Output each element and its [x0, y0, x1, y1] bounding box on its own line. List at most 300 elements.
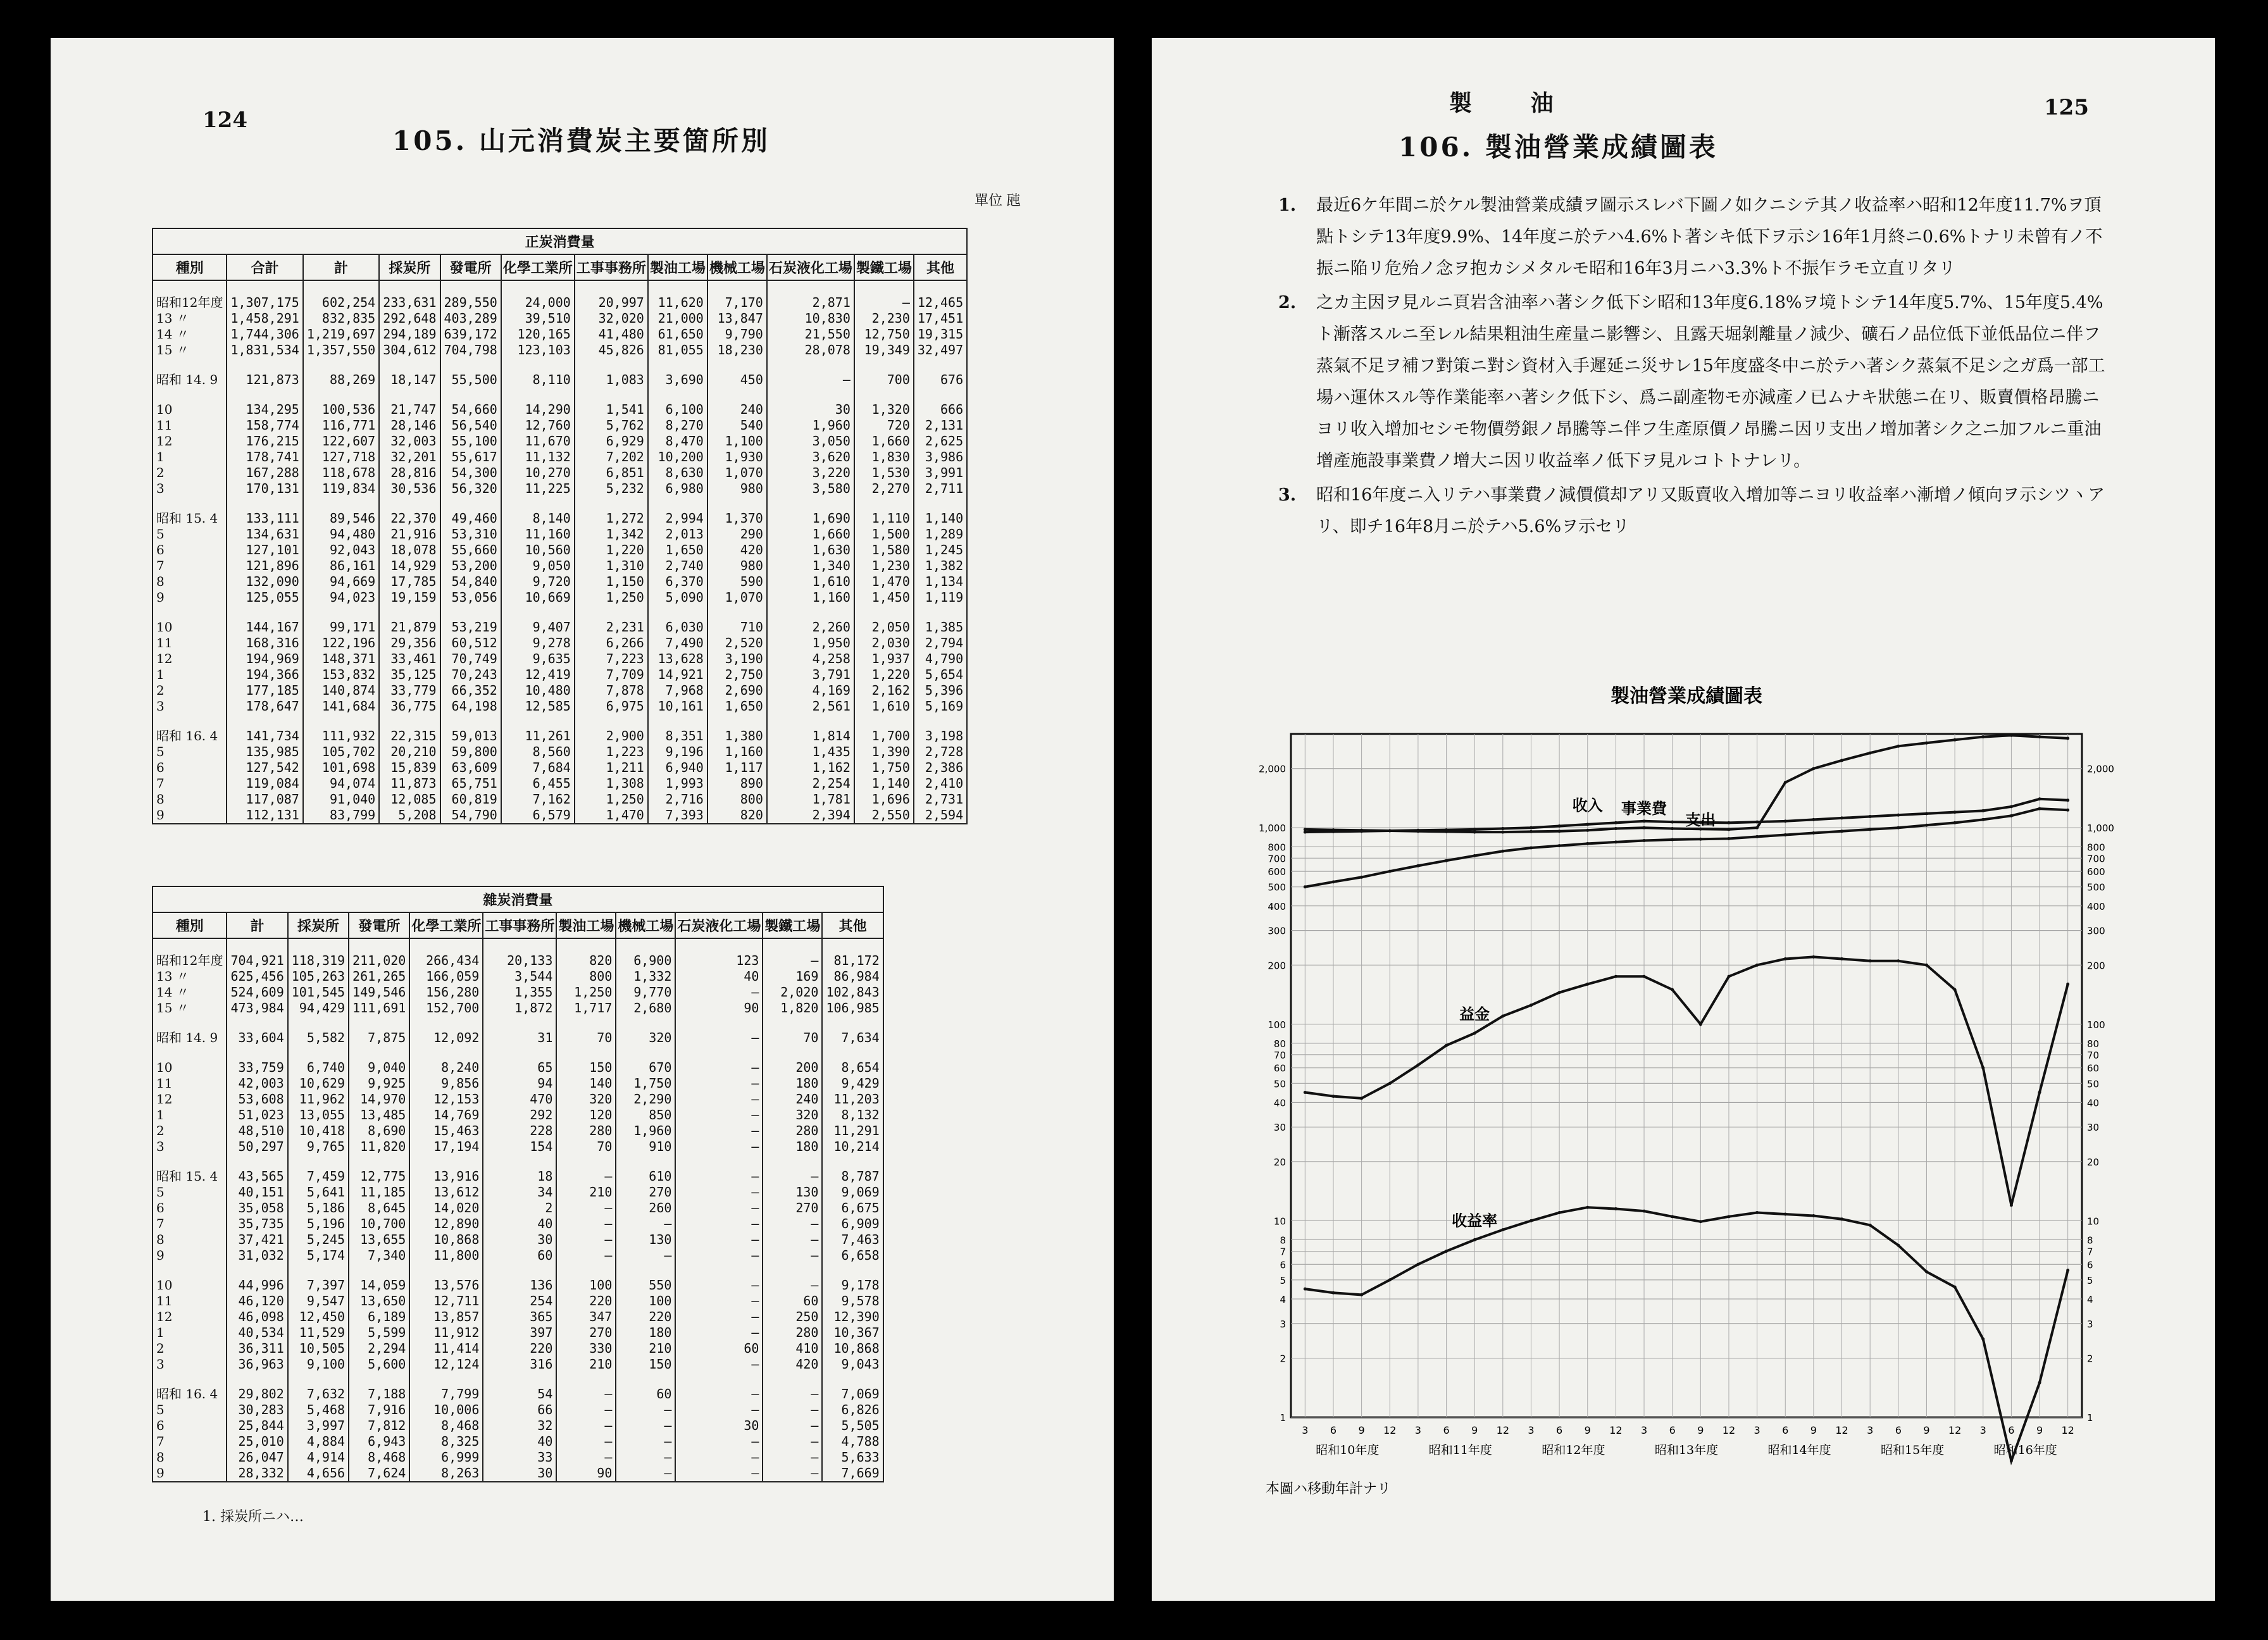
table-cell: 280 — [763, 1123, 822, 1139]
x-tick-label: 9 — [1810, 1424, 1817, 1436]
table-cell: 81,172 — [822, 953, 883, 969]
table-cell: 2,294 — [349, 1341, 409, 1357]
y-tick-label-right: 3 — [2087, 1318, 2093, 1330]
table-cell: — — [675, 1139, 763, 1155]
table-row — [153, 342, 967, 358]
table-cell: 8,645 — [349, 1200, 409, 1216]
table-cell: 63,609 — [440, 760, 501, 776]
table-row — [153, 953, 883, 969]
table-cell: 31,032 — [227, 1248, 287, 1264]
table-cell: 7,459 — [288, 1169, 349, 1184]
table-cell: 7,223 — [575, 651, 648, 667]
table-cell: 54,790 — [440, 807, 501, 824]
table-cell: 7,397 — [288, 1277, 349, 1293]
y-tick-label-right: 7 — [2087, 1246, 2093, 1258]
table-cell: 676 — [914, 372, 967, 388]
table-cell: 800 — [707, 792, 767, 807]
table-cell: 4,656 — [288, 1465, 349, 1482]
table-cell: 10,830 — [767, 311, 854, 326]
table-cell: 294,189 — [379, 326, 440, 342]
data-point — [2010, 805, 2013, 808]
table-cell: 14,929 — [379, 558, 440, 574]
data-point — [1897, 814, 1900, 817]
table-cell: 127,542 — [227, 760, 302, 776]
row-spacer — [153, 388, 967, 402]
table-cell: 8,630 — [648, 465, 707, 481]
table-cell: 10,505 — [288, 1341, 349, 1357]
y-tick-label-right: 1,000 — [2087, 823, 2114, 835]
table-cell: 83,799 — [303, 807, 379, 824]
table-row — [153, 1434, 883, 1450]
table-cell: — — [763, 1248, 822, 1264]
table-cell: 2,994 — [648, 511, 707, 526]
table-cell: 1,781 — [767, 792, 854, 807]
x-tick-label: 6 — [1556, 1424, 1563, 1436]
table-cell: 8,690 — [349, 1123, 409, 1139]
table-cell: 6,943 — [349, 1434, 409, 1450]
table-cell: 6,658 — [822, 1248, 883, 1264]
table-cell: 3,580 — [767, 481, 854, 497]
table-cell: 6,940 — [648, 760, 707, 776]
table-cell: 60,819 — [440, 792, 501, 807]
table-row — [153, 1341, 883, 1357]
data-point — [2066, 1269, 2069, 1272]
table-cell: 704,921 — [227, 953, 287, 969]
table-cell: — — [763, 953, 822, 969]
table-cell: — — [556, 1434, 616, 1450]
table-cell: 140 — [556, 1076, 616, 1091]
y-tick-label-right: 600 — [2087, 866, 2105, 878]
table-cell: 1,211 — [575, 760, 648, 776]
table-cell: 639,172 — [440, 326, 501, 342]
y-tick-label-right: 500 — [2087, 881, 2105, 893]
table-cell: 15,839 — [379, 760, 440, 776]
table-cell: 1,470 — [575, 807, 648, 824]
data-point — [1530, 1003, 1533, 1007]
data-point — [2066, 809, 2069, 812]
table-cell: 254 — [483, 1293, 556, 1309]
table-cell: 1,930 — [707, 449, 767, 465]
table-cell: 5,600 — [349, 1357, 409, 1372]
table-cell: 134,631 — [227, 526, 302, 542]
table-cell: 177,185 — [227, 683, 302, 699]
column-header: 種別 — [153, 912, 227, 938]
table-row — [153, 1091, 883, 1107]
row-label: 11 — [153, 418, 227, 433]
series-label: 事業費 — [1621, 799, 1667, 818]
table-row — [153, 526, 967, 542]
data-point — [1304, 1091, 1307, 1094]
table-cell: 66,352 — [440, 683, 501, 699]
table-cell: 102,843 — [822, 985, 883, 1000]
table-cell: — — [763, 1216, 822, 1232]
table-cell: 60,512 — [440, 635, 501, 651]
table-cell: — — [556, 1450, 616, 1465]
column-header: 其他 — [822, 912, 883, 938]
table-cell: 123,103 — [501, 342, 575, 358]
row-label: 昭和 16. 4 — [153, 1386, 227, 1402]
table-cell: 8,470 — [648, 433, 707, 449]
data-point — [1416, 829, 1419, 832]
table-cell: 6,975 — [575, 699, 648, 714]
y-tick-label: 10 — [1273, 1215, 1286, 1227]
section-header: 製 油 — [1449, 90, 1579, 116]
table-cell: 1,660 — [854, 433, 914, 449]
data-point — [1671, 827, 1674, 830]
table-cell: 1,070 — [707, 465, 767, 481]
x-tick-label: 3 — [1302, 1424, 1309, 1436]
table-cell: 1,250 — [556, 985, 616, 1000]
table-cell: 14,970 — [349, 1091, 409, 1107]
row-label: 昭和12年度 — [153, 295, 227, 311]
table-row — [153, 1277, 883, 1293]
table-cell: 56,320 — [440, 481, 501, 497]
x-tick-label: 9 — [1584, 1424, 1591, 1436]
y-tick-label-right: 2 — [2087, 1353, 2093, 1365]
table-cell: 86,984 — [822, 969, 883, 985]
table-cell: 9,407 — [501, 619, 575, 635]
table-cell: 40 — [483, 1216, 556, 1232]
table-cell: — — [675, 1123, 763, 1139]
table-cell: 18,078 — [379, 542, 440, 558]
x-group-label: 昭和15年度 — [1881, 1443, 1945, 1457]
table-cell: 18,230 — [707, 342, 767, 358]
table-cell: 1,450 — [854, 590, 914, 606]
y-tick-label-right: 80 — [2087, 1038, 2100, 1050]
table-cell: 11,291 — [822, 1123, 883, 1139]
table-cell: 1,390 — [854, 744, 914, 760]
table-cell: 5,582 — [288, 1030, 349, 1046]
y-tick-label: 2 — [1280, 1353, 1286, 1365]
table-cell: 5,196 — [288, 1216, 349, 1232]
y-tick-label: 40 — [1273, 1097, 1286, 1109]
table-cell: 292 — [483, 1107, 556, 1123]
table-cell: 132,090 — [227, 574, 302, 590]
table-cell: 144,167 — [227, 619, 302, 635]
row-spacer — [153, 1372, 883, 1386]
table-cell: 21,916 — [379, 526, 440, 542]
y-tick-label: 2,000 — [1259, 763, 1286, 775]
table-cell: 59,800 — [440, 744, 501, 760]
table-row — [153, 651, 967, 667]
data-point — [1840, 816, 1843, 819]
table-cell: 112,131 — [227, 807, 302, 824]
table-row — [153, 481, 967, 497]
x-group-label: 昭和12年度 — [1542, 1443, 1605, 1457]
table-cell: 150 — [556, 1060, 616, 1076]
table-cell: 5,232 — [575, 481, 648, 497]
table-cell: 2,561 — [767, 699, 854, 714]
data-point — [1360, 829, 1363, 833]
table-cell: 9,547 — [288, 1293, 349, 1309]
table-cell: 1,117 — [707, 760, 767, 776]
table-cell: 11,962 — [288, 1091, 349, 1107]
table-row — [153, 985, 883, 1000]
data-point — [2010, 1203, 2013, 1207]
table-cell: 8,140 — [501, 511, 575, 526]
table-cell: 36,311 — [227, 1341, 287, 1357]
table-cell: 550 — [616, 1277, 675, 1293]
table-cell: 8,325 — [409, 1434, 483, 1450]
table-cell: — — [556, 1402, 616, 1418]
table-cell: 176,215 — [227, 433, 302, 449]
data-point — [1473, 1032, 1476, 1035]
table-cell: 304,612 — [379, 342, 440, 358]
table-cell: 15,463 — [409, 1123, 483, 1139]
table-cell: 3,050 — [767, 433, 854, 449]
table-cell: 130 — [763, 1184, 822, 1200]
table-cell: 5,245 — [288, 1232, 349, 1248]
data-point — [1558, 844, 1561, 847]
x-tick-label: 3 — [1867, 1424, 1874, 1436]
table-cell: — — [556, 1169, 616, 1184]
table-cell: 2,740 — [648, 558, 707, 574]
table-cell: 100 — [556, 1277, 616, 1293]
table-cell: 4,788 — [822, 1434, 883, 1450]
row-label: 昭和 14. 9 — [153, 372, 227, 388]
table-cell: 2,750 — [707, 667, 767, 683]
table-cell: 94,429 — [288, 1000, 349, 1016]
table-cell: 292,648 — [379, 311, 440, 326]
table-cell: 20,997 — [575, 295, 648, 311]
row-label: 7 — [153, 1216, 227, 1232]
data-point — [1981, 809, 1984, 812]
table-cell: 156,280 — [409, 985, 483, 1000]
table-cell: 1,717 — [556, 1000, 616, 1016]
data-point — [1558, 829, 1561, 833]
table-cell: — — [675, 1309, 763, 1325]
note-text: 昭和16年度ニ入リテハ事業費ノ減價償却アリ又販賣收入增加等ニヨリ收益率ハ漸增ノ傾向ヲ示シツヽアリ、即チ16年8月ニ於テハ5.6%ヲ示セリ — [1316, 485, 2105, 537]
row-label: 7 — [153, 776, 227, 792]
data-point — [1614, 821, 1617, 824]
table-cell: 6,370 — [648, 574, 707, 590]
table-cell: 270 — [556, 1325, 616, 1341]
table-cell: 54,300 — [440, 465, 501, 481]
table-cell: 2,231 — [575, 619, 648, 635]
column-header: 合計 — [227, 254, 302, 280]
data-point — [1416, 1064, 1419, 1067]
table-cell: 12,750 — [854, 326, 914, 342]
table-cell: 81,055 — [648, 342, 707, 358]
table-cell: 233,631 — [379, 295, 440, 311]
table-cell: 2,260 — [767, 619, 854, 635]
data-point — [2066, 798, 2069, 802]
data-point — [1388, 870, 1392, 873]
table-cell: 169 — [763, 969, 822, 985]
table-cell: 704,798 — [440, 342, 501, 358]
data-point — [1331, 830, 1335, 833]
table-cell: 2,520 — [707, 635, 767, 651]
column-header: 計 — [227, 912, 287, 938]
table-cell: 13,847 — [707, 311, 767, 326]
data-point — [1445, 828, 1448, 831]
table-cell: 1,382 — [914, 558, 967, 574]
table-cell: 1,960 — [616, 1123, 675, 1139]
table-row — [153, 433, 967, 449]
table-cell: 9,790 — [707, 326, 767, 342]
row-label: 15 〃 — [153, 1000, 227, 1016]
table-row — [153, 1309, 883, 1325]
y-tick-label-right: 40 — [2087, 1097, 2100, 1109]
y-tick-label: 400 — [1268, 900, 1286, 912]
table-cell: 20,210 — [379, 744, 440, 760]
table-cell: 7,684 — [501, 760, 575, 776]
table-cell: 118,678 — [303, 465, 379, 481]
table-cell: 91,040 — [303, 792, 379, 807]
table-cell: 7,069 — [822, 1386, 883, 1402]
table-cell: 365 — [483, 1309, 556, 1325]
table-cell: 86,161 — [303, 558, 379, 574]
table-cell: 12,390 — [822, 1309, 883, 1325]
table-cell: 210 — [616, 1341, 675, 1357]
table-cell: 1,162 — [767, 760, 854, 776]
table-cell: — — [675, 1030, 763, 1046]
x-group-label: 昭和11年度 — [1428, 1443, 1492, 1457]
data-point — [1784, 819, 1787, 823]
table-cell: 1,332 — [616, 969, 675, 985]
table-cell: 5,186 — [288, 1200, 349, 1216]
x-tick-label: 3 — [1528, 1424, 1535, 1436]
y-tick-label-right: 10 — [2087, 1215, 2100, 1227]
y-tick-label: 8 — [1280, 1234, 1286, 1246]
row-label: 11 — [153, 1293, 227, 1309]
table-cell: 240 — [707, 402, 767, 418]
table-cell: 36,963 — [227, 1357, 287, 1372]
table-cell: 7,463 — [822, 1232, 883, 1248]
table-cell: 3,220 — [767, 465, 854, 481]
table-cell: 12,760 — [501, 418, 575, 433]
table-cell: 19,315 — [914, 326, 967, 342]
y-tick-label: 50 — [1273, 1078, 1286, 1090]
column-header: 發電所 — [440, 254, 501, 280]
table-row — [153, 1465, 883, 1482]
data-point — [1586, 983, 1589, 986]
y-tick-label: 20 — [1273, 1156, 1286, 1168]
y-tick-label-right: 400 — [2087, 900, 2105, 912]
table-cell: 48,510 — [227, 1123, 287, 1139]
table-cell: 7,632 — [288, 1386, 349, 1402]
y-tick-label-right: 800 — [2087, 842, 2105, 854]
table-cell: 33 — [483, 1450, 556, 1465]
table-cell: 1,289 — [914, 526, 967, 542]
note-number: 1. — [1278, 196, 1297, 215]
table-cell: 70 — [556, 1030, 616, 1046]
table-cell: 1,250 — [575, 792, 648, 807]
table-cell: 1,650 — [707, 699, 767, 714]
note-item — [1278, 480, 2107, 543]
table-cell: 70 — [556, 1139, 616, 1155]
table-cell: 1,140 — [914, 511, 967, 526]
table-cell: 13,650 — [349, 1293, 409, 1309]
table-cell: 13,612 — [409, 1184, 483, 1200]
table-cell: 21,000 — [648, 311, 707, 326]
table-cell: 40 — [483, 1434, 556, 1450]
table-cell: 64,198 — [440, 699, 501, 714]
table-cell: 6,999 — [409, 1450, 483, 1465]
y-tick-label: 70 — [1273, 1049, 1286, 1061]
table-cell: 140,874 — [303, 683, 379, 699]
table-cell: 10,480 — [501, 683, 575, 699]
table-cell: — — [675, 1060, 763, 1076]
table-cell: 51,023 — [227, 1107, 287, 1123]
table-cell: 14,059 — [349, 1277, 409, 1293]
table-cell: 11,185 — [349, 1184, 409, 1200]
data-point — [2038, 735, 2041, 738]
data-point — [1671, 838, 1674, 841]
y-tick-label: 3 — [1280, 1318, 1286, 1330]
y-tick-label-right: 100 — [2087, 1019, 2105, 1031]
table-cell: 99,171 — [303, 619, 379, 635]
column-header: 石炭液化工場 — [675, 912, 763, 938]
table-cell: 39,510 — [501, 311, 575, 326]
y-tick-label: 300 — [1268, 925, 1286, 937]
table-cell: 980 — [707, 481, 767, 497]
x-tick-label: 6 — [1782, 1424, 1789, 1436]
table-row — [153, 683, 967, 699]
y-tick-label: 700 — [1268, 853, 1286, 865]
table-cell: 17,194 — [409, 1139, 483, 1155]
data-point — [1925, 812, 1928, 815]
table-row — [153, 699, 967, 714]
table-cell: 55,660 — [440, 542, 501, 558]
table-cell: 1,458,291 — [227, 311, 302, 326]
table-cell: 1,630 — [767, 542, 854, 558]
x-tick-label: 12 — [2061, 1424, 2074, 1436]
table-cell: 1,245 — [914, 542, 967, 558]
table-cell: 111,691 — [349, 1000, 409, 1016]
table-cell: — — [675, 985, 763, 1000]
table-cell: 2,131 — [914, 418, 967, 433]
x-tick-label: 12 — [1609, 1424, 1623, 1436]
x-group-label: 昭和13年度 — [1654, 1443, 1719, 1457]
column-header: 種別 — [153, 254, 227, 280]
table-cell: 60 — [616, 1386, 675, 1402]
table-cell: — — [616, 1216, 675, 1232]
table-cell: 122,196 — [303, 635, 379, 651]
table-cell: 13,916 — [409, 1169, 483, 1184]
data-point — [1897, 745, 1900, 748]
data-point — [1755, 1211, 1759, 1214]
table-row — [153, 1200, 883, 1216]
table-cell: 178,741 — [227, 449, 302, 465]
table-cell: 6,900 — [616, 953, 675, 969]
row-label: 14 〃 — [153, 985, 227, 1000]
table-cell: 101,545 — [288, 985, 349, 1000]
column-header: 工事事務所 — [575, 254, 648, 280]
table-cell: 10,868 — [409, 1232, 483, 1248]
row-label: 11 — [153, 1076, 227, 1091]
table-cell: 11,620 — [648, 295, 707, 311]
table-cell: 134,295 — [227, 402, 302, 418]
table-cell: 5,174 — [288, 1248, 349, 1264]
data-point — [1388, 1082, 1392, 1085]
data-point — [1586, 829, 1589, 832]
column-header: 採炭所 — [288, 912, 349, 938]
table-cell: — — [763, 1277, 822, 1293]
table-cell: 122,607 — [303, 433, 379, 449]
table-cell: 25,844 — [227, 1418, 287, 1434]
table-cell: 9,278 — [501, 635, 575, 651]
y-tick-label-right: 8 — [2087, 1234, 2093, 1246]
data-point — [1784, 781, 1787, 784]
table-cell: 2 — [483, 1200, 556, 1216]
table-cell: 6,579 — [501, 807, 575, 824]
data-point — [1869, 752, 1872, 755]
table-cell: 9,578 — [822, 1293, 883, 1309]
table-cell: 9,196 — [648, 744, 707, 760]
table-cell: 13,628 — [648, 651, 707, 667]
data-point — [1897, 1244, 1900, 1247]
